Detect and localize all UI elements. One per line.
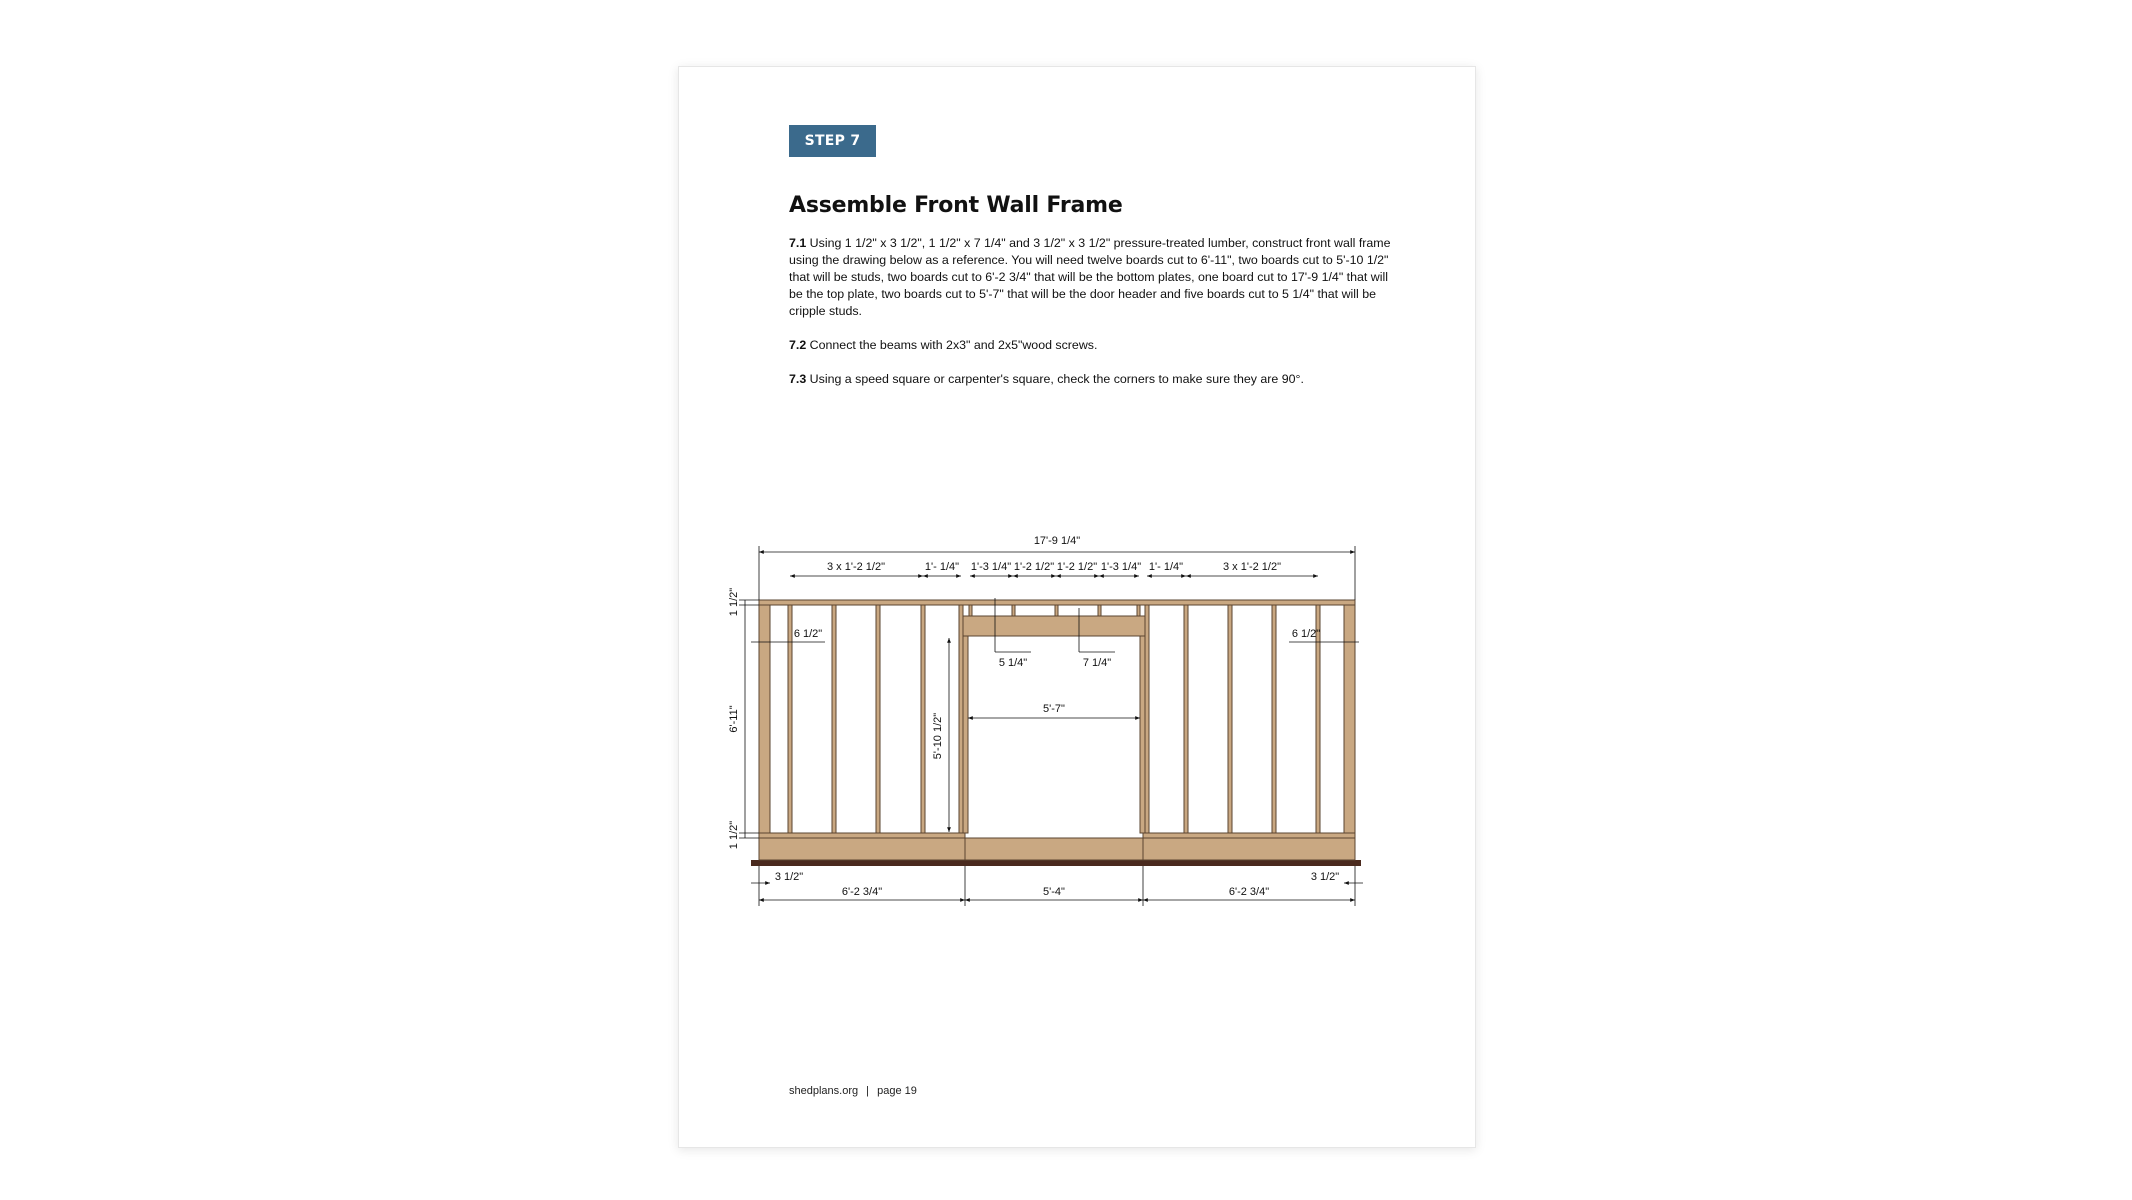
dim-left-inset: 6 1/2" <box>793 628 823 640</box>
footer-separator: | <box>866 1085 870 1097</box>
document-page <box>678 66 1476 1148</box>
dim-right-bottom: 6'-2 3/4" <box>1228 886 1270 898</box>
instruction-text: Using a speed square or carpenter's square, check the corners to make sure they are 90°. <box>806 372 1304 386</box>
stud <box>1184 605 1188 833</box>
top-plate <box>759 600 1355 605</box>
dim-door-stud: 5'-10 1/2" <box>932 712 944 760</box>
instruction-paragraph <box>789 371 1399 388</box>
instruction-paragraph <box>789 235 1399 320</box>
dim-left-gap: 1'- 1/4" <box>924 561 960 573</box>
cripple-stud <box>1012 605 1015 616</box>
dim-cripple-2: 1'-2 1/2" <box>1013 561 1055 573</box>
dim-right-gap: 1'- 1/4" <box>1148 561 1184 573</box>
dim-wall-height: 6'-11" <box>728 705 740 733</box>
dim-header-height: 7 1/4" <box>1082 657 1112 669</box>
dim-overall: 17'-9 1/4" <box>1033 535 1081 547</box>
dim-cripple-1: 1'-3 1/4" <box>970 561 1012 573</box>
jack-stud <box>1140 636 1145 833</box>
bottom-plate-right <box>1143 833 1355 838</box>
step-number: 7.1 <box>789 236 807 250</box>
step-badge: STEP 7 <box>789 125 876 157</box>
stud <box>1272 605 1276 833</box>
door-header <box>963 616 1145 636</box>
bottom-rim <box>759 838 1355 860</box>
floor-line <box>751 860 1361 866</box>
stud <box>921 605 925 833</box>
dim-top-plate: 1 1/2" <box>728 587 740 617</box>
cripple-stud <box>1055 605 1058 616</box>
footer-page-number: page 19 <box>877 1085 917 1097</box>
stud <box>959 605 963 833</box>
page-footer <box>789 1085 917 1097</box>
bottom-plate-left <box>759 833 965 838</box>
dim-right-post: 3 1/2" <box>1310 871 1340 883</box>
corner-post-left <box>759 605 770 833</box>
dim-right-spacing: 3 x 1'-2 1/2" <box>1223 561 1281 573</box>
stud <box>876 605 880 833</box>
dim-door-width: 5'-7" <box>1043 703 1065 715</box>
cripple-stud <box>969 605 972 616</box>
jack-stud <box>963 636 968 833</box>
instruction-paragraph <box>789 337 1399 354</box>
dim-left-bottom: 6'-2 3/4" <box>841 886 883 898</box>
instruction-text: Using 1 1/2" x 3 1/2", 1 1/2" x 7 1/4" and 3 1/2" x 3 1/2" pressure-treated lumber, construct front wall frame using the drawing below as a reference. You will need twelve boards cut to 6'-11", two boards cut to 5'-10 1/2" that will be studs, two boards cut to 6'-2 3/4" that will be the bottom plates, one board cut to 17'-9 1/4" that will be the top plate, two boards cut to 5'-7" that will be the door header and five boards cut to 5 1/4" that will be cripple studs. <box>789 236 1391 318</box>
wall-frame-drawing <box>728 452 1399 922</box>
dim-cripple-4: 1'-3 1/4" <box>1100 561 1142 573</box>
instruction-text: Connect the beams with 2x3" and 2x5"wood screws. <box>806 338 1098 352</box>
dim-left-spacing: 3 x 1'-2 1/2" <box>827 561 885 573</box>
dim-cripple-3: 1'-2 1/2" <box>1056 561 1098 573</box>
dim-cripple-height: 5 1/4" <box>998 657 1028 669</box>
footer-site: shedplans.org <box>789 1085 859 1097</box>
dim-left-post: 3 1/2" <box>774 871 804 883</box>
stud <box>1145 605 1149 833</box>
cripple-stud <box>1137 605 1140 616</box>
stud <box>1228 605 1232 833</box>
step-number: 7.3 <box>789 372 807 386</box>
dim-right-inset: 6 1/2" <box>1291 628 1321 640</box>
step-number: 7.2 <box>789 338 807 352</box>
stud <box>788 605 792 833</box>
dim-door-opening: 5'-4" <box>1043 886 1065 898</box>
corner-post-right <box>1344 605 1355 833</box>
dim-bottom-plate: 1 1/2" <box>728 820 740 850</box>
cripple-stud <box>1098 605 1101 616</box>
stud <box>832 605 836 833</box>
page-title: Assemble Front Wall Frame <box>789 193 1123 218</box>
